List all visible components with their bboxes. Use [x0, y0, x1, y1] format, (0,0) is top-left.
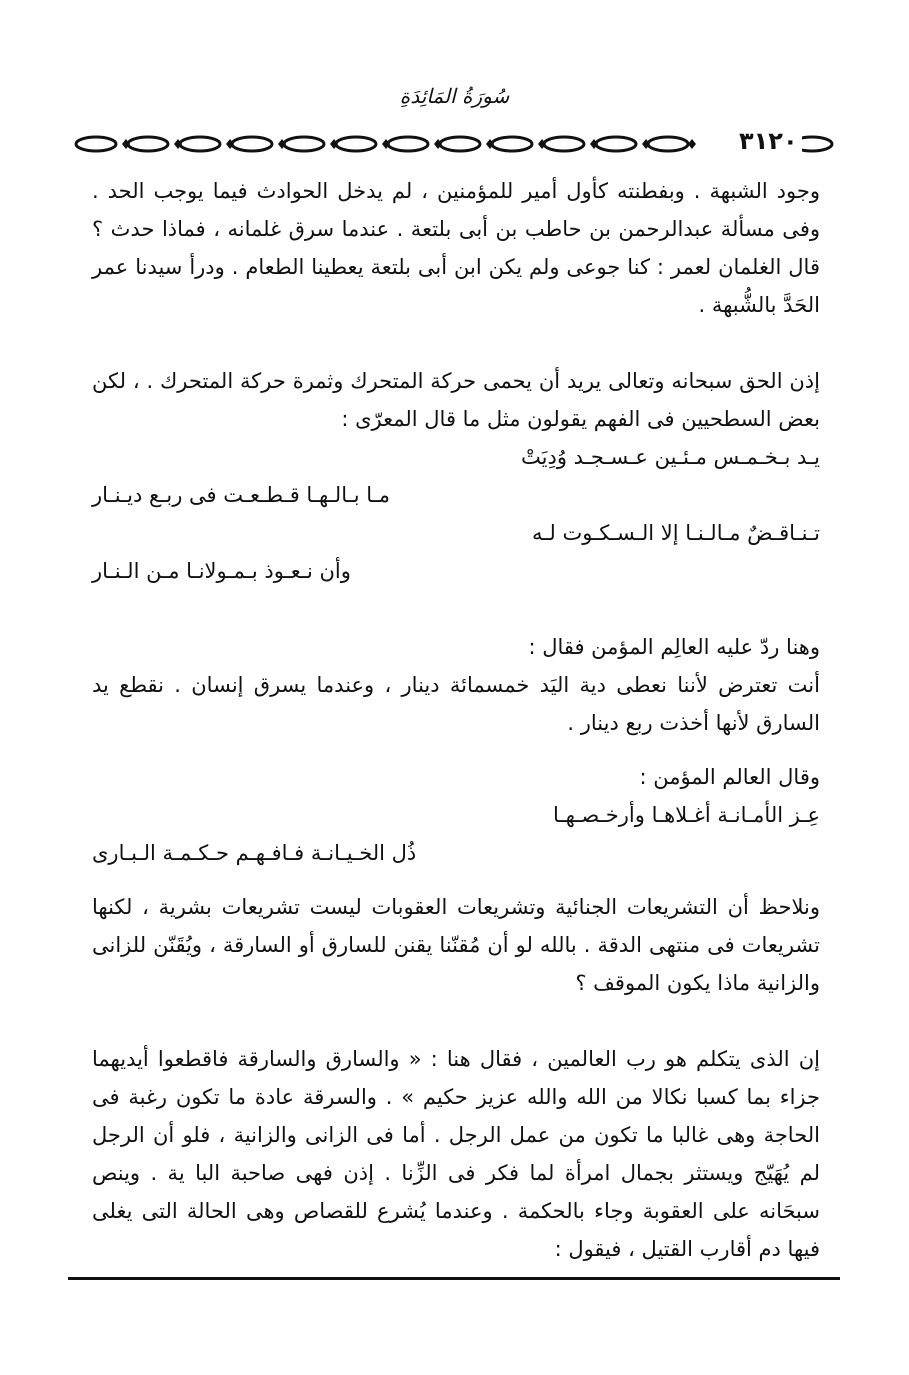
decorative-chain-border — [72, 126, 836, 162]
text-line: وفى مسألة عبدالرحمن بن حاطب بن أبى بلتعة . عندما سرق غلمانه ، فماذا حدث ؟ — [92, 217, 820, 241]
text-line: جزاء بما كسبا نكالا من الله والله عزيز حكيم » . والسرقة عادة ما تكون رغبة فى — [92, 1085, 820, 1109]
text-line: للزانى والزانية ماذا يكون الموقف ؟ — [92, 933, 820, 995]
surah-title: سُورَةُ المَائِدَةِ — [399, 84, 510, 108]
poem-line — [92, 834, 820, 872]
poem-hemistich: يـد بـخـمـس مـئـين عـسـجـد وُدِيَتْ — [521, 445, 820, 469]
text-line: قال الغلمان لعمر : كنا جوعى ولم يكن ابن أبى بلتعة يعطينا الطعام . ودرأ سيدنا — [135, 255, 820, 279]
text-line: السارق لأنها أخذت ربع دينار . — [567, 711, 820, 735]
poem-hemistich: وأن نـعـوذ بـمـولانـا مـن الـنـار — [92, 559, 351, 583]
paragraph — [92, 888, 820, 1002]
text-line: إذن الحق سبحانه وتعالى يريد أن يحمى حركة المتحرك وثمرة حركة المتحرك . ، — [132, 369, 820, 393]
poem-line — [92, 552, 820, 590]
text-line: سبحَانه على العقوبة وجاء بالحكمة . وعندما يُشرع للقصاص وهى الحالة التى يغلى — [92, 1199, 820, 1223]
paragraph: وقال العالم المؤمن : — [639, 765, 820, 789]
paragraph — [92, 362, 820, 438]
paragraph — [92, 172, 820, 324]
text-line: إن الذى يتكلم هو رب العالمين ، فقال هنا : « والسارق والسارقة فاقطعوا أيديهما — [92, 1047, 820, 1071]
poem-line — [92, 796, 820, 834]
poem-hemistich: مـا بـالـهـا قـطـعـت فى ربـع ديـنـار — [92, 483, 391, 507]
text-line: فيها دم أقارب القتيل ، فيقول : — [554, 1237, 820, 1261]
page-number: ٣١٢٠ — [735, 127, 802, 155]
text-line: ونلاحظ أن التشريعات الجنائية وتشريعات العقوبات ليست تشريعات بشرية ، — [142, 895, 820, 919]
poem-line — [92, 514, 820, 552]
poem-line — [92, 438, 820, 476]
text-line: الحاجة وهى غالبا ما تكون من عمل الرجل . أما فى الزانى والزانية ، فلو أن الرجل — [92, 1123, 820, 1147]
poem-hemistich: ذُل الخـيـانـة فـافـهـم حـكـمـة الـبـارى — [92, 841, 417, 865]
main-text — [92, 172, 820, 1268]
footer-rule — [68, 1277, 840, 1280]
text-line: لكن بعض السطحيين فى الفهم يقولون مثل ما قال المعرّى : — [92, 369, 820, 431]
text-line: وجود الشبهة . وبفطنته كأول أمير للمؤمنين ، لم يدخل الحوادث فيما يوجب الحد . — [92, 179, 820, 203]
paragraph — [92, 666, 820, 742]
text-line: عمر الحَدَّ بالشُّبهة . — [92, 255, 820, 317]
paragraph — [92, 1040, 820, 1268]
text-line: لم يُهَيّج ويستثر بجمال امرأة لما فكر فى الزِّنا . إذن فهى صاحبة البا ية . وينص — [92, 1161, 820, 1185]
text-line: أنت تعترض لأننا نعطى دية اليَد خمسمائة دينار ، وعندما يسرق إنسان . نقطع يد — [92, 673, 820, 697]
poem-hemistich: تـنـاقـضٌ مـالـنـا إلا الـسـكـوت لـه — [531, 521, 820, 545]
text-line: لكنها تشريعات فى منتهى الدقة . بالله لو أن مُقنّنا يقنن للسارق أو السارقة ، ويُقَنّن — [92, 895, 820, 957]
paragraph: وهنا ردّ عليه العالِم المؤمن فقال : — [528, 635, 820, 659]
poem-hemistich: عِـز الأمـانـة أغـلاهـا وأرخـصـهـا — [553, 803, 820, 827]
poem-line — [92, 476, 820, 514]
